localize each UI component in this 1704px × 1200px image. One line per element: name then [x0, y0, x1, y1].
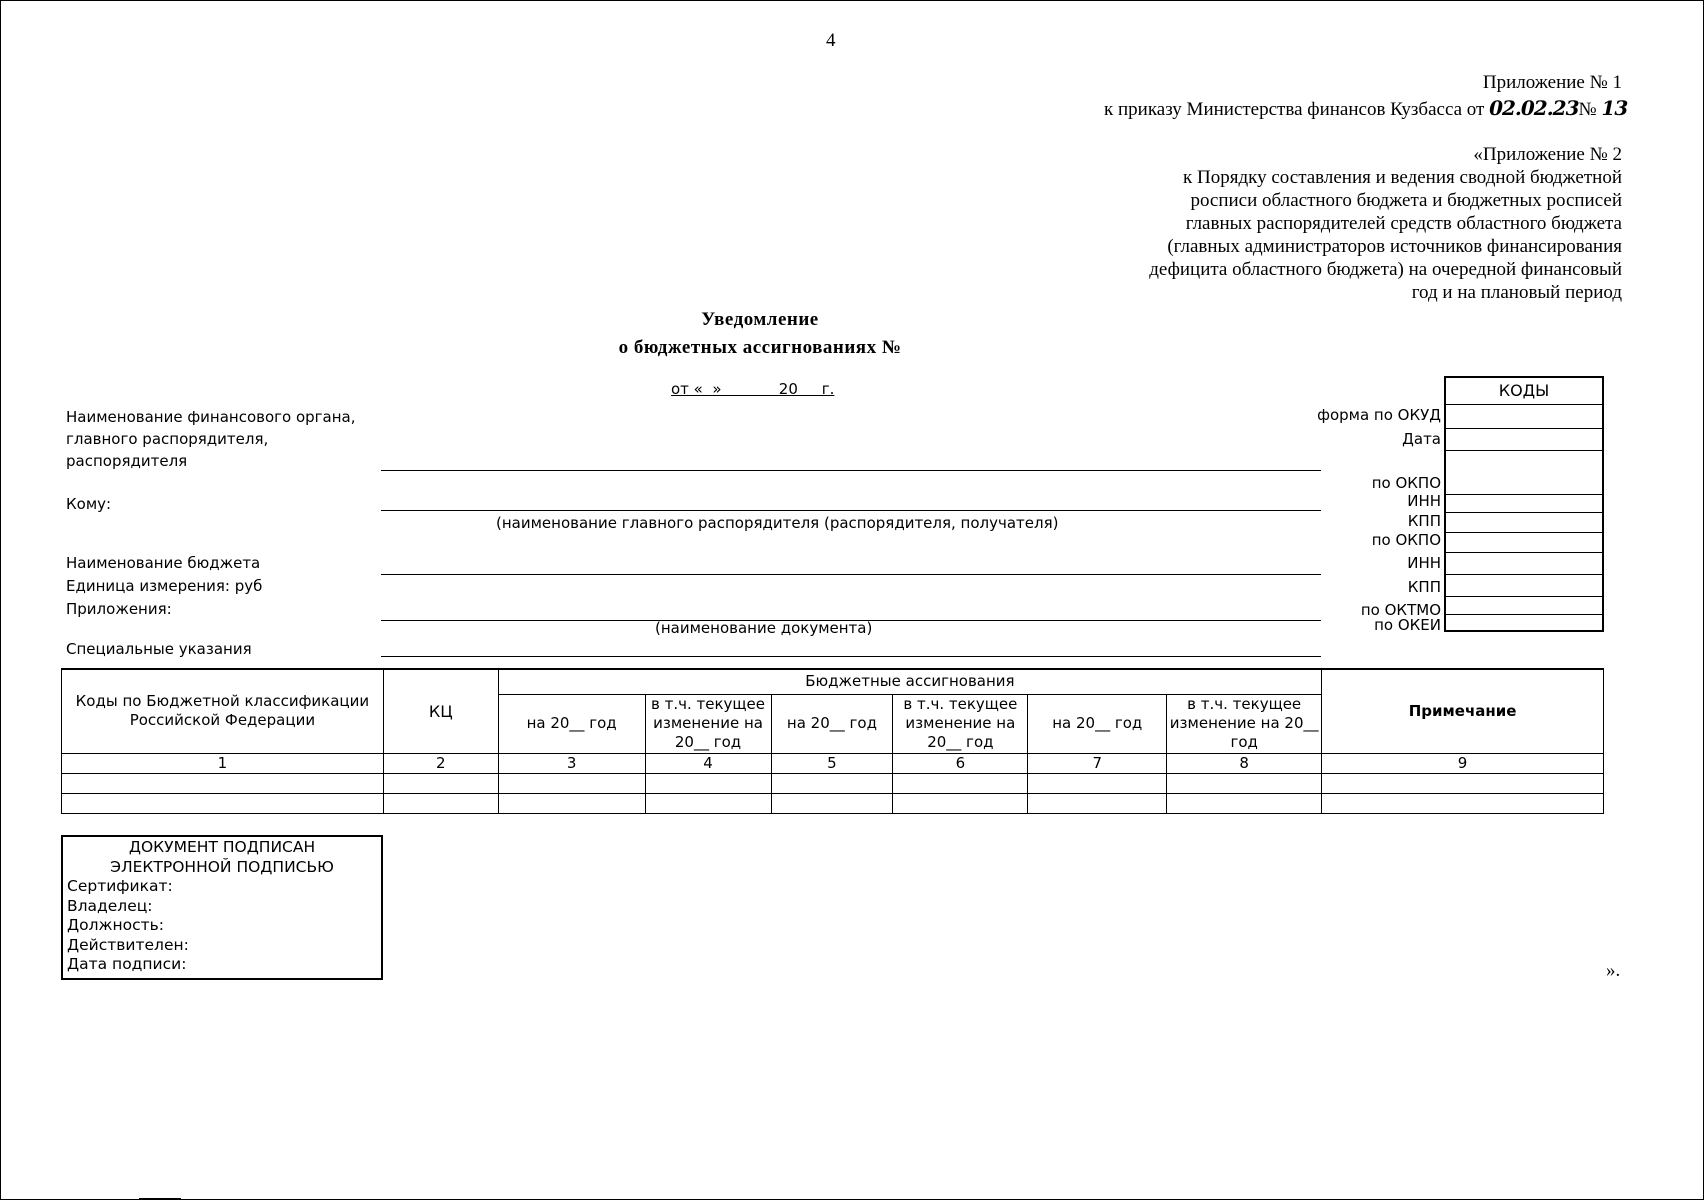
header-change-2: в т.ч. текущее изменение на 20__ год — [893, 694, 1028, 753]
table-cell[interactable] — [1167, 793, 1322, 813]
header-kc: КЦ — [383, 669, 498, 753]
col-number: 8 — [1167, 753, 1322, 773]
bottom-mark — [139, 1198, 181, 1199]
page-number: 4 — [826, 30, 836, 51]
closing-quote: ». — [1606, 960, 1621, 981]
col-number: 6 — [893, 753, 1028, 773]
table-cell[interactable] — [771, 793, 893, 813]
header-allocations-group: Бюджетные ассигнования — [498, 669, 1321, 694]
signature-title-line: ДОКУМЕНТ ПОДПИСАН — [128, 838, 316, 856]
appendix2-line: росписи областного бюджета и бюджетных росписей — [1190, 190, 1622, 211]
signature-certificate: Сертификат: — [67, 877, 173, 895]
code-cell-okei[interactable] — [1445, 614, 1603, 631]
table-cell[interactable] — [498, 793, 645, 813]
codes-box — [1444, 376, 1604, 632]
attachments-label: Приложения: — [66, 600, 172, 618]
document-subtitle: о бюджетных ассигнованиях № — [618, 337, 902, 358]
header-budget-codes-line: Коды по Бюджетной классификации — [75, 692, 370, 711]
code-cell-oktmo[interactable] — [1445, 596, 1603, 614]
label-kpp-1: КПП — [1407, 512, 1441, 530]
table-cell[interactable] — [62, 793, 384, 813]
header-change-3: в т.ч. текущее изменение на 20__ год — [1167, 694, 1322, 753]
label-okpo-2: по ОКПО — [1371, 531, 1441, 549]
org-name-label — [66, 406, 356, 472]
number-sign: № — [1578, 99, 1597, 120]
table-cell[interactable] — [893, 773, 1028, 793]
table-row — [62, 773, 1604, 793]
header-change-1: в т.ч. текущее изменение на 20__ год — [645, 694, 771, 753]
col-number: 2 — [383, 753, 498, 773]
signature-date: Дата подписи: — [67, 955, 187, 973]
table-cell[interactable] — [498, 773, 645, 793]
unit-label: Единица измерения: руб — [66, 577, 263, 595]
budget-name-field-line[interactable] — [381, 574, 1321, 575]
label-date: Дата — [1402, 430, 1441, 448]
code-cell-inn-1[interactable] — [1445, 494, 1603, 512]
code-cell-date[interactable] — [1445, 428, 1603, 450]
col-number: 1 — [62, 753, 384, 773]
appendix2-line: год и на плановый период — [1411, 282, 1622, 303]
appendix2-line: (главных администраторов источников финансирования — [1167, 236, 1622, 257]
table-cell[interactable] — [645, 793, 771, 813]
appendix2-line: к Порядку составления и ведения сводной бюджетной — [1183, 167, 1622, 188]
appendix2-line: дефицита областного бюджета) на очередной финансовый — [1149, 259, 1622, 280]
codes-header: КОДЫ — [1445, 377, 1603, 404]
org-name-field-line[interactable] — [381, 470, 1321, 471]
table-cell[interactable] — [1028, 773, 1167, 793]
signature-title-line: ЭЛЕКТРОННОЙ ПОДПИСЬЮ — [110, 858, 334, 876]
table-cell[interactable] — [1028, 793, 1167, 813]
appendix1-line1: Приложение № 1 — [1482, 72, 1622, 93]
budget-name-label: Наименование бюджета — [66, 554, 261, 572]
electronic-signature-box — [61, 835, 383, 980]
code-cell-okpo-1[interactable] — [1445, 450, 1603, 494]
document-title: Уведомление — [701, 309, 819, 330]
org-name-line: распорядителя — [66, 452, 188, 470]
table-cell[interactable] — [383, 793, 498, 813]
code-cell-kpp-2[interactable] — [1445, 574, 1603, 596]
col-number: 7 — [1028, 753, 1167, 773]
col-number: 5 — [771, 753, 893, 773]
label-okpo-1: по ОКПО — [1371, 474, 1441, 492]
code-cell-okpo-2[interactable] — [1445, 532, 1603, 552]
label-kpp-2: КПП — [1407, 578, 1441, 596]
signature-valid: Действителен: — [67, 935, 189, 954]
to-label: Кому: — [66, 495, 112, 513]
table-cell[interactable] — [893, 793, 1028, 813]
code-cell-kpp-1[interactable] — [1445, 512, 1603, 532]
signature-position: Должность: — [67, 916, 164, 934]
org-name-line: главного распорядителя, — [66, 430, 269, 448]
header-note: Примечание — [1322, 669, 1604, 753]
to-hint: (наименование главного распорядителя (распорядителя, получателя) — [496, 514, 1059, 532]
table-cell[interactable] — [383, 773, 498, 793]
header-year-3: на 20__ год — [1028, 694, 1167, 753]
org-name-line: Наименование финансового органа, — [66, 408, 356, 426]
attachments-hint: (наименование документа) — [655, 619, 873, 637]
appendix1-order-text: к приказу Министерства финансов Кузбасса от — [1104, 99, 1485, 120]
table-cell[interactable] — [62, 773, 384, 793]
header-year-1: на 20__ год — [498, 694, 645, 753]
label-inn-2: ИНН — [1407, 554, 1441, 572]
to-field-line[interactable] — [381, 510, 1321, 511]
table-cell[interactable] — [1167, 773, 1322, 793]
special-field-line[interactable] — [381, 656, 1321, 657]
header-budget-codes-line: Российской Федерации — [129, 711, 316, 730]
table-cell[interactable] — [1322, 773, 1604, 793]
col-number: 9 — [1322, 753, 1604, 773]
appendix1-line2 — [1104, 96, 1627, 121]
handwritten-date: 02.02.23 — [1489, 96, 1579, 120]
header-budget-codes — [62, 669, 384, 753]
appendix2-line: главных распорядителей средств областного бюджета — [1185, 213, 1622, 234]
date-line: от « » 20 г. — [671, 380, 835, 398]
table-row — [62, 793, 1604, 813]
table-cell[interactable] — [771, 773, 893, 793]
col-number: 3 — [498, 753, 645, 773]
appendix2-line: «Приложение № 2 — [1473, 144, 1622, 165]
label-okud: форма по ОКУД — [1317, 406, 1441, 424]
signature-owner: Владелец: — [67, 896, 153, 915]
table-cell[interactable] — [645, 773, 771, 793]
label-okei: по ОКЕИ — [1374, 616, 1441, 634]
col-number: 4 — [645, 753, 771, 773]
allocations-table — [61, 668, 1604, 814]
appendix2-block — [1149, 143, 1622, 304]
special-label: Специальные указания — [66, 640, 252, 658]
code-cell-okud[interactable] — [1445, 404, 1603, 428]
handwritten-number: 13 — [1601, 96, 1628, 120]
label-inn-1: ИНН — [1407, 492, 1441, 510]
label-oktmo: по ОКТМО — [1360, 601, 1441, 619]
table-cell[interactable] — [1322, 793, 1604, 813]
header-year-2: на 20__ год — [771, 694, 893, 753]
code-cell-inn-2[interactable] — [1445, 552, 1603, 574]
